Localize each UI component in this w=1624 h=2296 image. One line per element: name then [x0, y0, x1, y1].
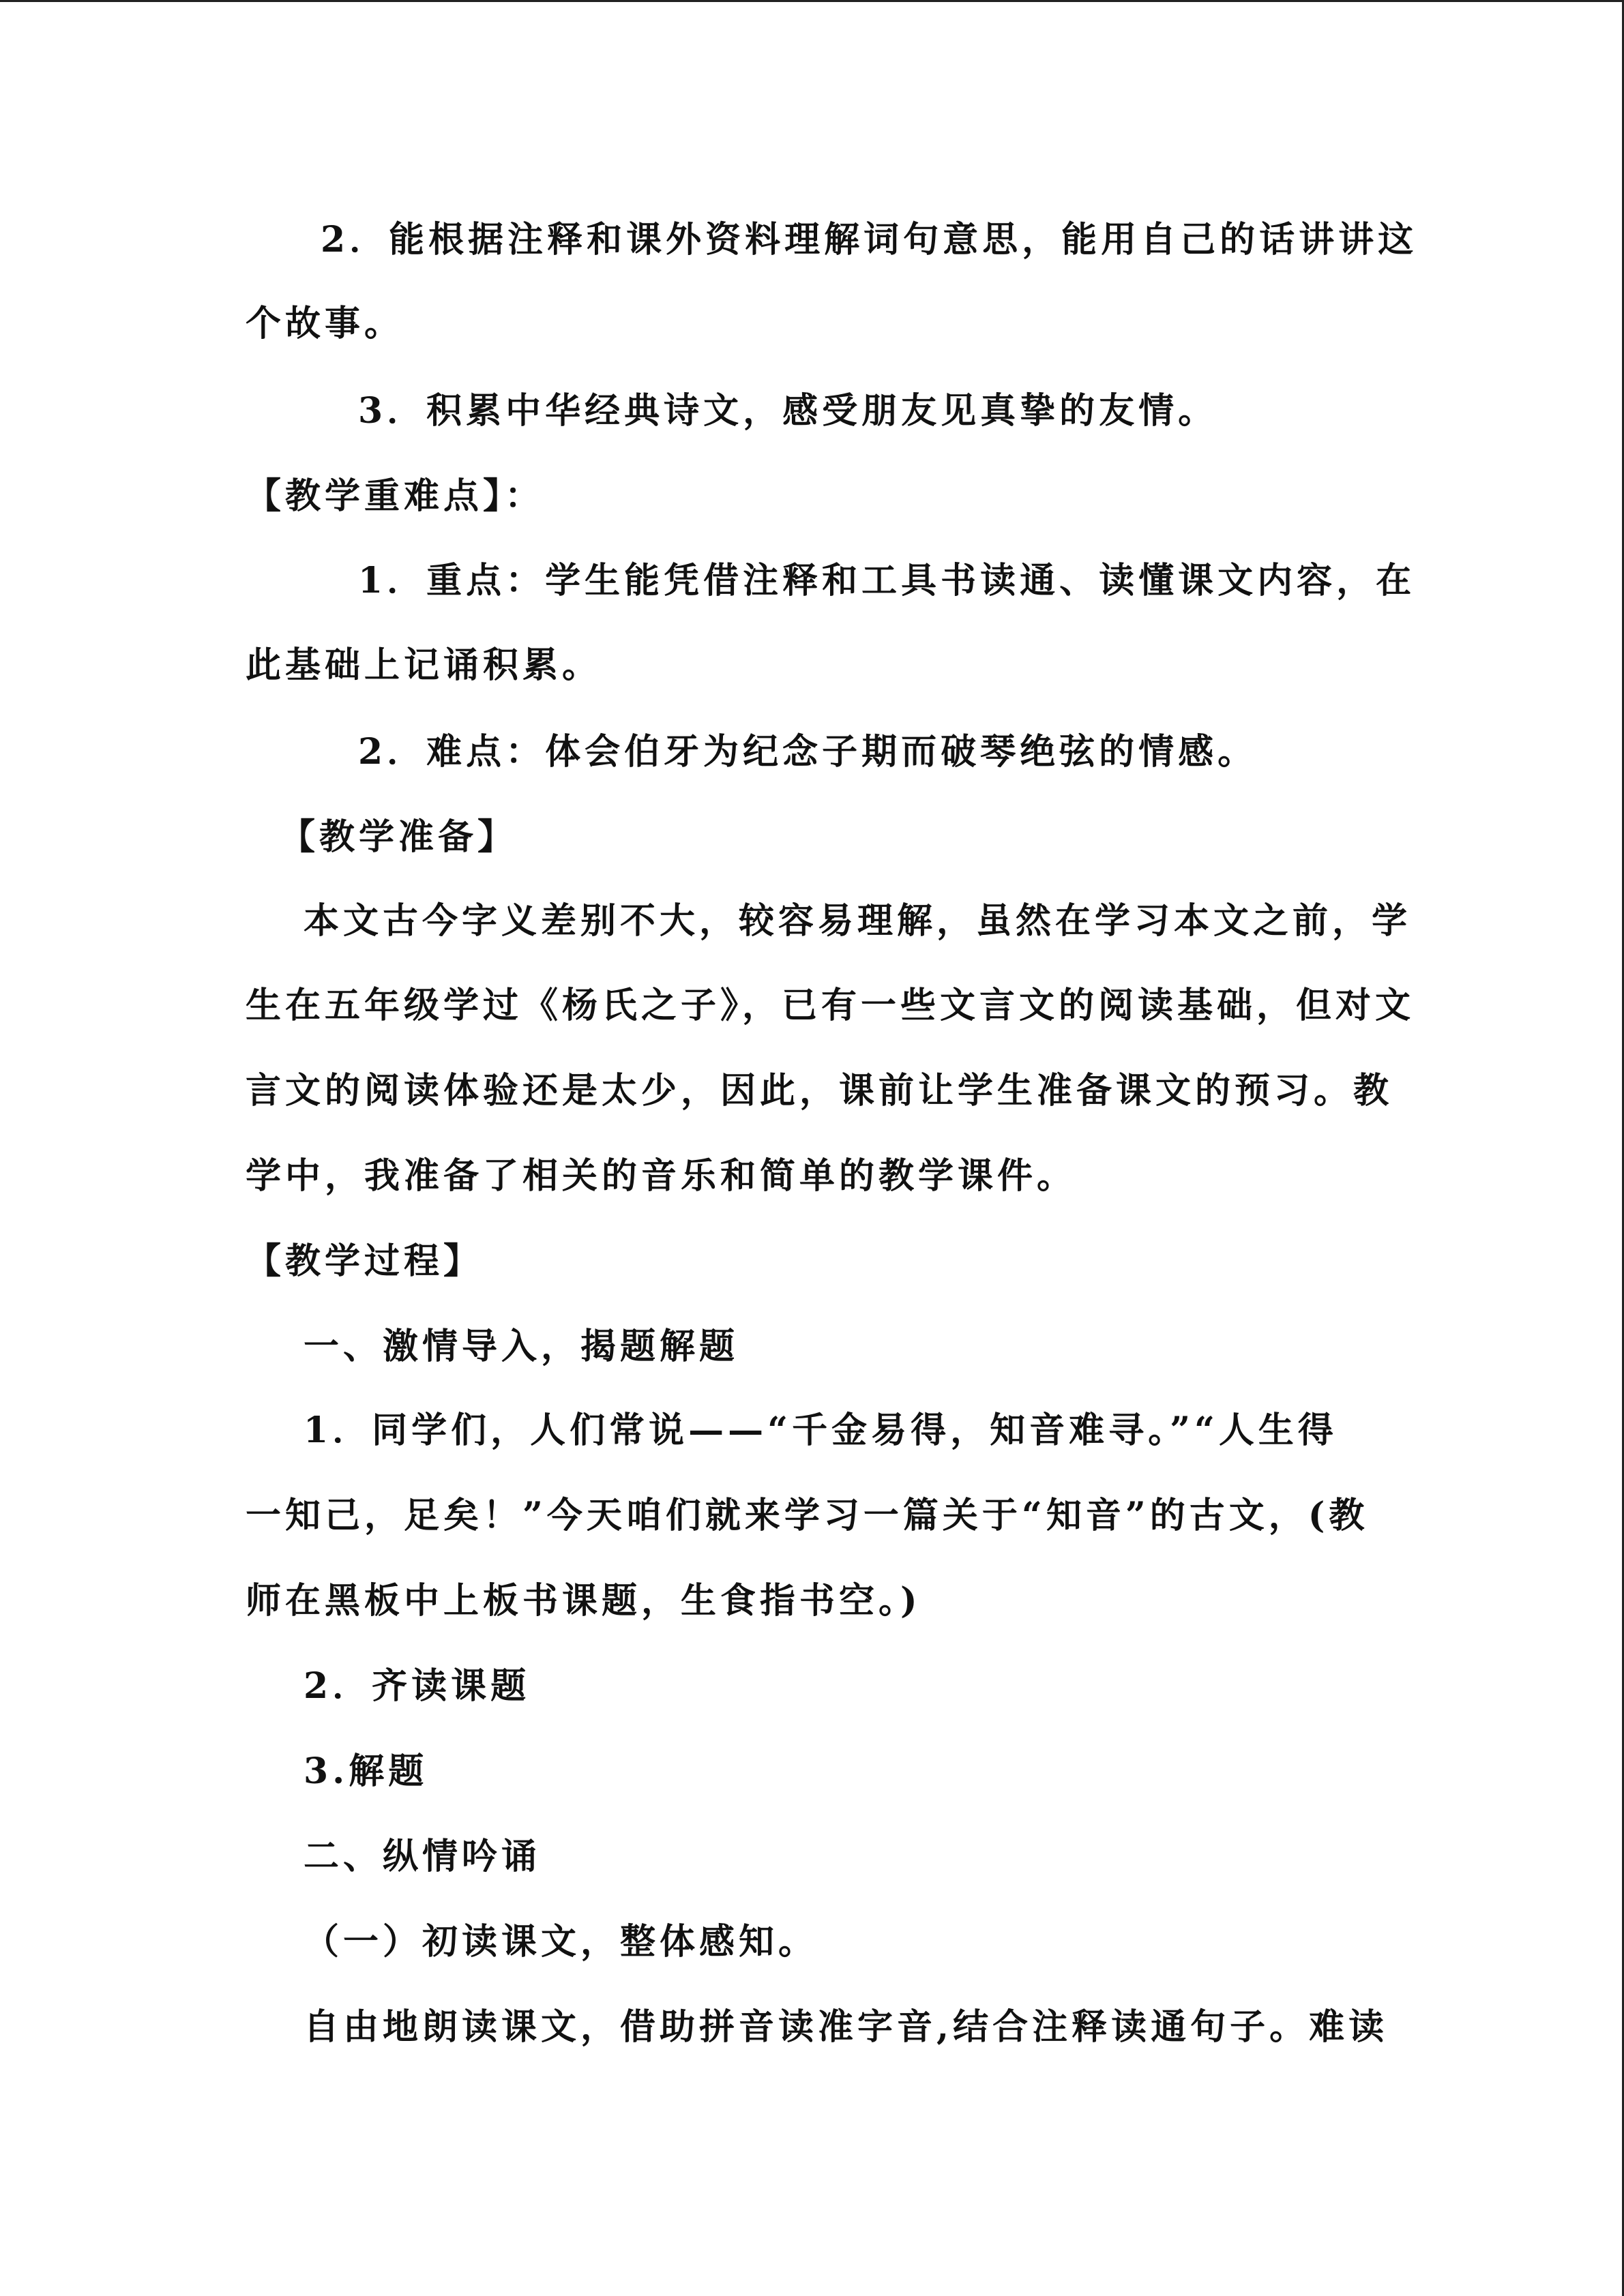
objective-2-line-1: 2．能根据注释和课外资料理解词句意思，能用自己的话讲讲这: [321, 219, 1418, 260]
objective-2-line-2: 个故事。: [246, 303, 404, 344]
page-border-top: [0, 0, 1624, 2]
section-heading-process: 【教学过程】: [246, 1240, 484, 1282]
step-1-item-1-line-2: 一知己，足矣！”今天咱们就来学习一篇关于“知音”的古文，(教: [246, 1495, 1369, 1536]
section-heading-preparation: 【教学准备】: [280, 816, 518, 858]
preparation-para-line-3: 言文的阅读体验还是太少，因此，课前让学生准备课文的预习。教: [246, 1070, 1393, 1112]
preparation-para-line-1: 本文古今字义差别不大，较容易理解，虽然在学习本文之前，学: [304, 900, 1412, 942]
step-2-sub-1-heading: （一）初读课文，整体感知。: [304, 1921, 818, 1963]
step-2-sub-1-line-1: 自由地朗读课文，借助拼音读准字音,结合注释读通句子。难读: [304, 2006, 1389, 2048]
objective-3: 3．积累中华经典诗文，感受朋友见真挚的友情。: [358, 390, 1218, 432]
step-1-item-3: 3.解题: [304, 1750, 428, 1792]
preparation-para-line-2: 生在五年级学过《杨氏之子》，已有一些文言文的阅读基础，但对文: [246, 985, 1415, 1026]
difficult-point: 2．难点：体会伯牙为纪念子期而破琴绝弦的情感。: [358, 731, 1258, 773]
preparation-para-line-4: 学中，我准备了相关的音乐和简单的教学课件。: [246, 1155, 1077, 1197]
section-heading-key-difficult-points: 【教学重难点】：: [246, 475, 545, 517]
step-1-item-2: 2．齐读课题: [304, 1665, 531, 1707]
key-point-line-1: 1．重点：学生能凭借注释和工具书读通、读懂课文内容，在: [358, 560, 1416, 601]
step-1-heading: 一、激情导入，揭题解题: [304, 1326, 739, 1367]
step-1-item-1-line-1: 1．同学们，人们常说——“千金易得，知音难寻。”“人生得: [304, 1410, 1338, 1451]
step-2-heading: 二、纵情吟诵: [304, 1836, 542, 1877]
step-1-item-1-line-3: 师在黑板中上板书课题，生食指书空。): [246, 1580, 921, 1622]
key-point-line-2: 此基础上记诵积累。: [246, 644, 602, 686]
